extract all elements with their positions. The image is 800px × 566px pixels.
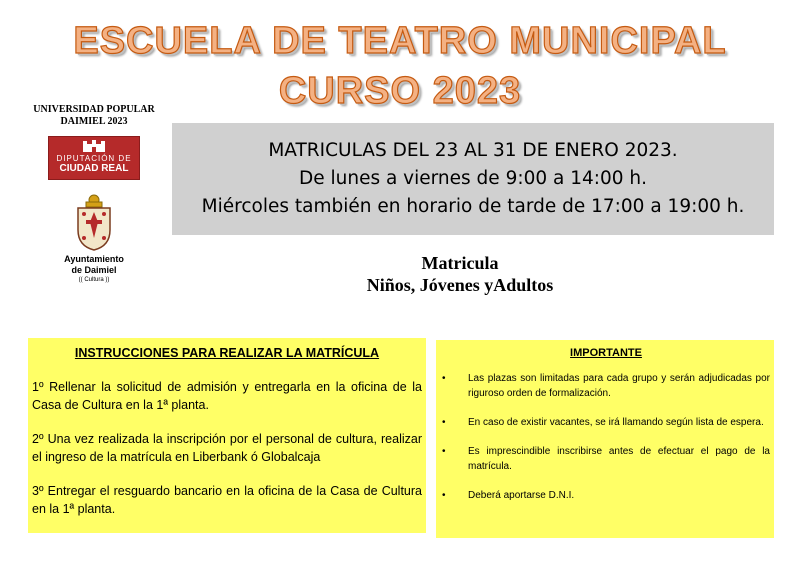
title-line-1: ESCUELA DE TEATRO MUNICIPAL [73, 20, 727, 62]
instructions-box [28, 338, 426, 533]
coat-of-arms-icon [72, 192, 116, 252]
enrollment-dates-box [172, 123, 774, 235]
list-item: • En caso de existir vacantes, se irá llamando según lista de espera. [442, 417, 764, 428]
title-line-2: CURSO 2023 [278, 70, 522, 112]
enrollment-dates-line: MATRICULAS DEL 23 AL 31 DE ENERO 2023. [268, 140, 678, 161]
list-item: • Deberá aportarse D.N.I. [442, 490, 575, 501]
matricula-heading: Matricula [421, 253, 499, 273]
bullet-icon: • [442, 417, 446, 428]
audience-heading: Niños, Jóvenes yAdultos [366, 275, 554, 295]
instruction-step: 3º Entregar el resguardo bancario en la oficina de la Casa de Cultura en la 1ª planta. [32, 484, 422, 516]
castle-icon [81, 140, 107, 152]
important-title: IMPORTANTE [570, 347, 642, 359]
instruction-step: 1º Rellenar la solicitud de admisión y entregarla en la oficina de la Casa de Cultura en la 1ª planta. [32, 380, 422, 412]
universidad-popular-label: UNIVERSIDAD POPULAR DAIMIEL 2023 [33, 104, 155, 127]
instruction-step: 2º Una vez realizada la inscripción por el personal de cultura, realizar el ingreso de la matrícula en Liberbank ó Globalcaja [32, 432, 422, 464]
list-item: • Es imprescindible inscribirse antes de efectuar el pago de la matrícula. [442, 446, 770, 472]
important-list [442, 371, 770, 503]
bullet-icon: • [442, 490, 446, 501]
cultura-label: (( Cultura )) [78, 277, 110, 283]
bullet-icon: • [442, 446, 446, 457]
diputacion-logo: DIPUTACIÓN DE CIUDAD REAL [48, 136, 140, 180]
list-item: • Las plazas son limitadas para cada grupo y serán adjudicadas por riguroso orden de formalización. [442, 373, 770, 399]
weekday-hours-line: De lunes a viernes de 9:00 a 14:00 h. [298, 168, 648, 189]
important-box [436, 340, 774, 538]
wednesday-hours-line: Miércoles también en horario de tarde de 17:00 a 19:00 h. [201, 196, 745, 217]
ayuntamiento-label: Ayuntamiento de Daimiel [64, 254, 124, 275]
instructions-title: INSTRUCCIONES PARA REALIZAR LA MATRÍCULA [74, 346, 380, 360]
bullet-icon: • [442, 373, 446, 384]
logo-column [20, 104, 168, 285]
